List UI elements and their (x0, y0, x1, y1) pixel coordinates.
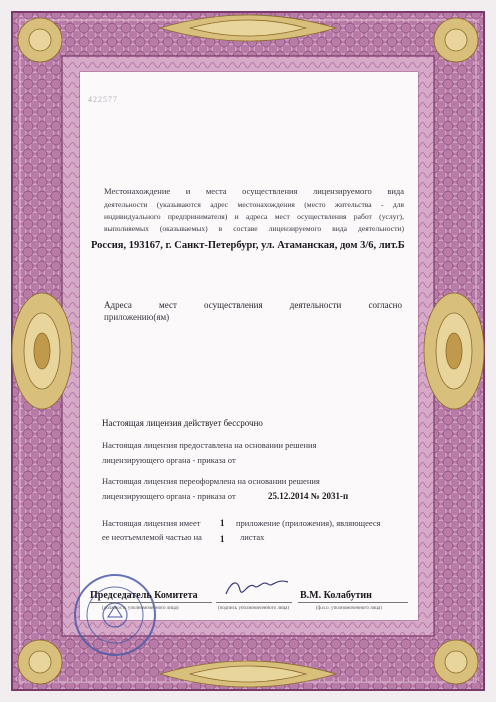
caption-position: (должность уполномоченного лица) (102, 606, 179, 611)
basis-line-1: Настоящая лицензия предоставлена на основании решения (102, 440, 317, 450)
address-caption-line-2: деятельности (указываются адрес местонахождения (место жительства - для (104, 200, 404, 209)
appendix-line-1: Адреса мест осуществления деятельности согласно (104, 300, 402, 310)
serial-number: 422577 (88, 95, 118, 104)
reissue-order: 25.12.2014 № 2031-п (268, 491, 349, 501)
validity-text: Настоящая лицензия действует бессрочно (102, 418, 263, 428)
official-stamp (70, 570, 160, 660)
basis-line-2: лицензирующего органа - приказа от (102, 455, 236, 465)
ornament-left (12, 293, 72, 409)
signer-role: Председатель Комитета (90, 590, 198, 601)
signer-name: В.М. Колабутин (300, 590, 372, 601)
attach-line-2a: ее неотъемлемой частью на (102, 532, 202, 542)
address-caption-line-3: индивидуального предпринимателя) и адреса мест осуществления работ (услуг), (104, 212, 404, 221)
reissue-line-2: лицензирующего органа - приказа от (102, 491, 236, 501)
caption-signature: (подпись уполномоченного лица) (218, 606, 290, 611)
address-caption-line-1: Местонахождение и места осуществления лицензируемого вида (104, 186, 404, 196)
attach-count-1: 1 (220, 518, 225, 528)
attach-line-1b: приложение (приложения), являющееся (236, 518, 381, 528)
attach-count-2: 1 (220, 534, 225, 544)
appendix-line-2: приложению(ям) (104, 312, 170, 322)
handwritten-signature (222, 574, 292, 602)
attach-line-2b: листах (240, 532, 265, 542)
address-caption-line-4: выполняемых (оказываемых) в составе лицензируемого вида деятельности) (104, 224, 404, 233)
reissue-line-1: Настоящая лицензия переоформлена на основании решения (102, 476, 320, 486)
address-value: Россия, 193167, г. Санкт-Петербург, ул. Атаманская, дом 3/6, лит.Б (91, 240, 405, 251)
caption-name: (ф.и.о. уполномоченного лица) (316, 606, 382, 611)
ornament-right (424, 293, 484, 409)
attach-line-1a: Настоящая лицензия имеет (102, 518, 201, 528)
